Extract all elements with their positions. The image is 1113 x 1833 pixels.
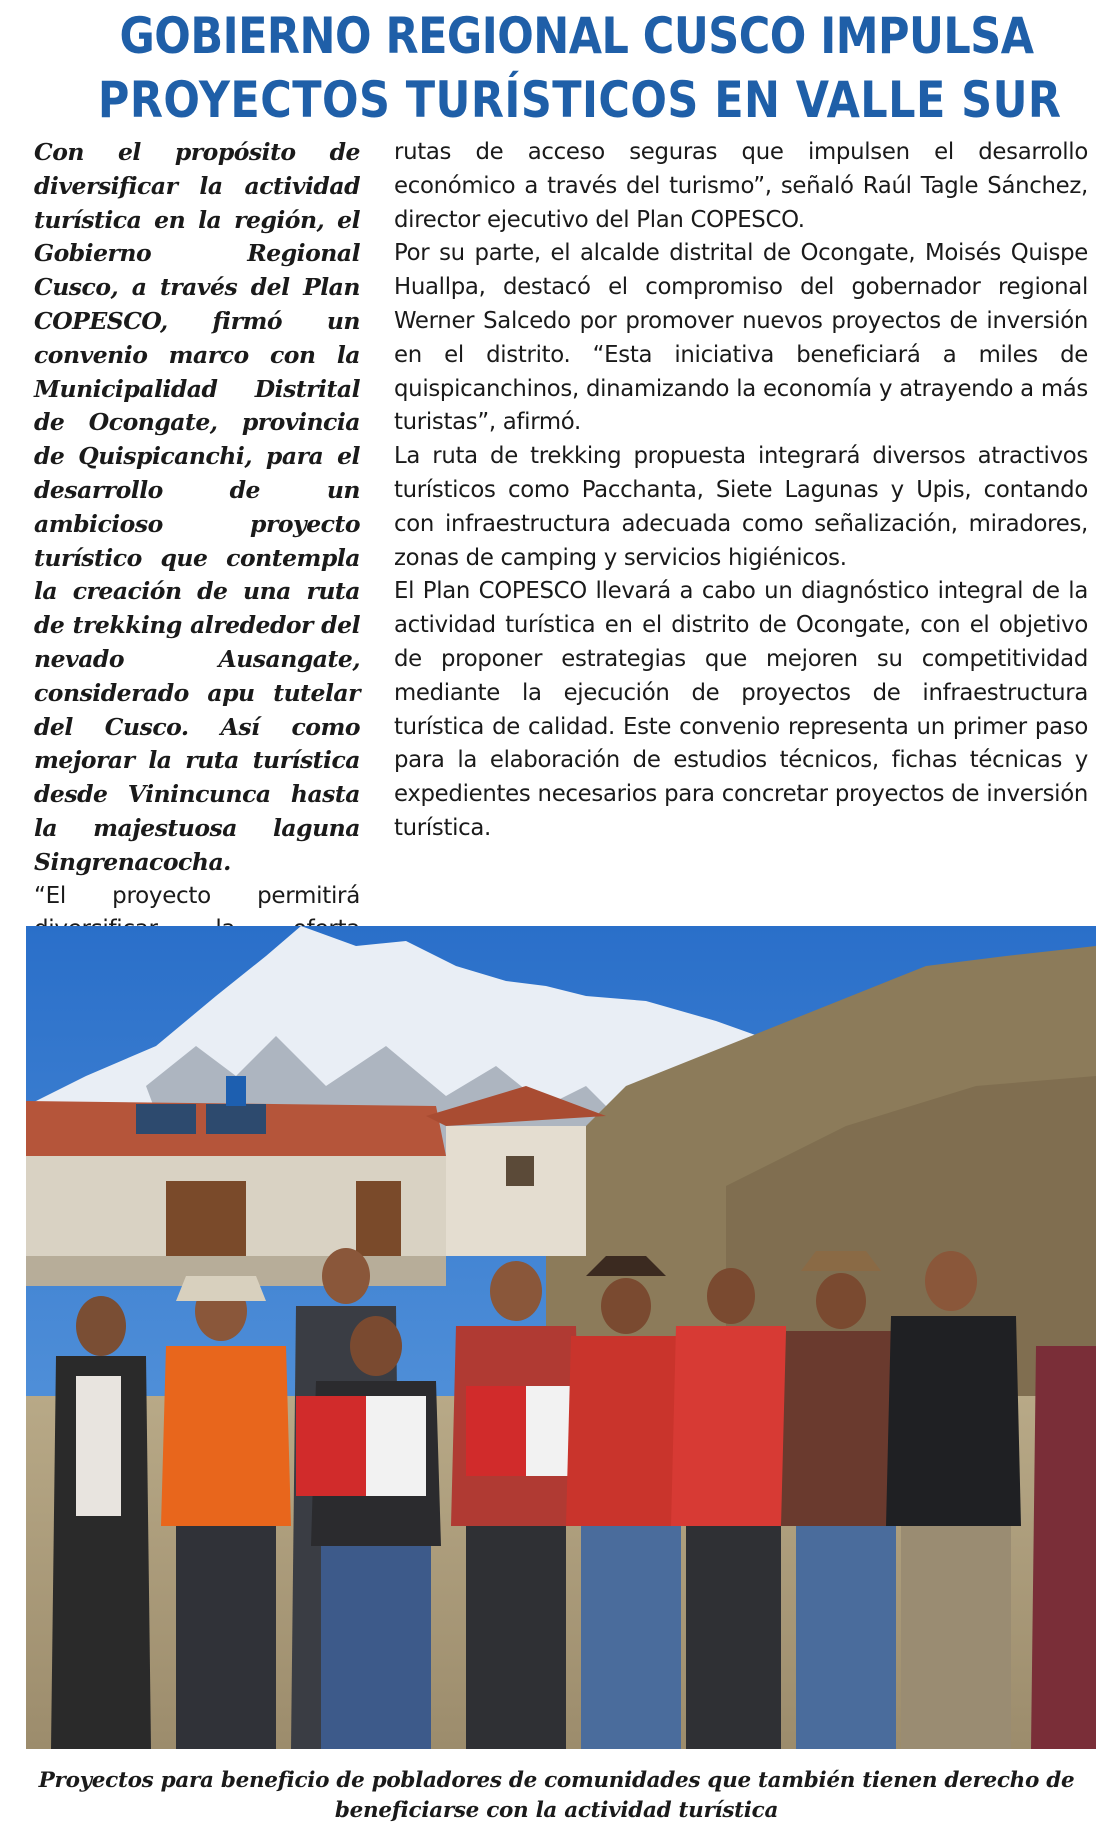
group-photo-illustration xyxy=(26,926,1096,1749)
body-paragraph-1: rutas de acceso seguras que impulsen el desarrollo económico a través del turismo”, señaló Raúl Tagle Sánchez, director ejecutivo del Plan COPESCO. xyxy=(394,139,1088,233)
solar-panel-2 xyxy=(206,1104,266,1134)
water-tank xyxy=(226,1076,246,1106)
second-house-window xyxy=(506,1156,534,1186)
quote-start-paragraph: “El proyecto permitirá xyxy=(34,882,360,909)
body-paragraph-3: La ruta de trekking propuesta integrará diversos atractivos turísticos como Pacchanta, Siete Lagunas y Upis, contando con infraestructura adecuada como señalización, miradores, zonas de camping y servicios higiénicos. xyxy=(394,443,1088,571)
right-column xyxy=(394,136,1088,846)
photo-caption: Proyectos para beneficio de pobladores de comunidades que también tienen derecho de beneficiarse con la actividad turística xyxy=(38,1768,1075,1823)
body-paragraph-4: El Plan COPESCO llevará a cabo un diagnóstico integral de la actividad turística en el distrito de Ocongate, con el objetivo de proponer estrategias que mejoren su competitividad mediante la ejecución de proyectos de infraestructura turística de calidad. Este convenio representa un primer paso para la elaboración de estudios técnicos, fichas técnicas y expedientes necesarios para concretar proyectos de inversión turística. xyxy=(394,578,1088,841)
headline-line-1: GOBIERNO REGIONAL CUSCO IMPULSA xyxy=(119,7,1034,65)
left-column xyxy=(34,136,360,981)
group-photo xyxy=(26,926,1096,1749)
second-house-wall xyxy=(446,1126,586,1256)
headline xyxy=(97,4,1062,132)
headline-line-2: PROYECTOS TURÍSTICOS EN VALLE SUR xyxy=(97,71,1062,129)
lead-paragraph: Con el propósito de diversificar la actividad turística en la región, el Gobierno Regional Cusco, a través del Plan COPESCO, firmó un convenio marco con la Municipalidad Distrital de Ocongate, provincia de Quispicanchi, para el desarrollo de un ambicioso proyecto turístico que contempla la creación de una ruta de trekking alrededor del nevado Ausangate, considerado apu tutelar del Cusco. Así como mejorar la ruta turística desde Vinincunca hasta la majestuosa laguna Singrenacocha. xyxy=(34,138,360,876)
solar-panel-1 xyxy=(136,1104,196,1134)
body-paragraph-2: Por su parte, el alcalde distrital de Ocongate, Moisés Quispe Huallpa, destacó el compromiso del gobernador regional Werner Salcedo por promover nuevos proyectos de inversión en el distrito. “Esta iniciativa beneficiará a miles de quispicanchinos, dinamizando la economía y atrayendo a más turistas”, afirmó. xyxy=(394,240,1088,436)
